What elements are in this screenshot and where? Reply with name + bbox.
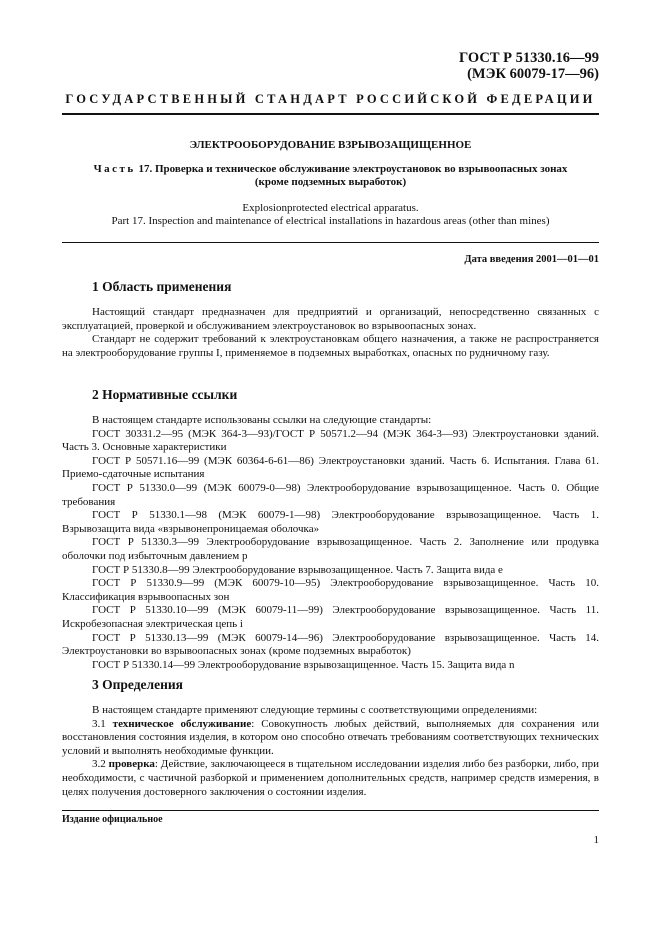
reference-item: ГОСТ Р 51330.14—99 Электрооборудование взрывозащищенное. Часть 15. Защита вида n [92,658,515,671]
standard-code-gost: ГОСТ Р 51330.16—99 [459,50,599,66]
section-3-body [62,704,599,799]
part-title-line2: (кроме подземных выработок) [254,176,407,188]
official-edition-label: Издание официальное [62,814,163,825]
part-title [62,163,599,189]
definition-number: 3.1 [92,717,106,730]
part-word: Часть [93,163,136,175]
section-1-heading: 1 Область применения [92,279,232,294]
english-title-line1: Explosionprotected electrical apparatus. [242,202,419,214]
section-1-paragraph-1: Настоящий стандарт предназначен для предприятий и организаций, непосредственно связанных с эксплуатацией, проверкой и обслуживанием электроустановок во взрывоопасных зонах. [62,306,599,332]
header-rule [62,113,599,115]
reference-item: ГОСТ Р 51330.13—99 (МЭК 60079-14—96) Электрооборудование взрывозащищенное. Часть 14. Электроустановки во взрывоопасных зонах (кроме подземных выработок) [62,631,599,658]
footer-rule [62,810,599,811]
introduction-date: Дата введения 2001—01—01 [464,254,599,265]
section-1-paragraph-2: Стандарт не содержит требований к электроустановкам общего назначения, а также не распространяется на электрооборудование группы I, применяемое в подземных выработках, опасных по рудничному газу. [62,333,599,359]
reference-item: ГОСТ Р 51330.9—99 (МЭК 60079-10—95) Электрооборудование взрывозащищенное. Часть 10. Классификация взрывоопасных зон [62,577,599,603]
definition-term: техническое обслуживание [112,717,252,730]
english-title-line2: Part 17. Inspection and maintenance of electrical installations in hazardous areas (other than mines) [111,215,550,227]
reference-item: ГОСТ Р 51330.10—99 (МЭК 60079-11—99) Электрооборудование взрывозащищенное. Часть 11. Искробезопасная электрическая цепь i [62,604,599,630]
section-2-heading: 2 Нормативные ссылки [92,387,238,402]
state-standard-title: ГОСУДАРСТВЕННЫЙ СТАНДАРТ РОССИЙСКОЙ ФЕДЕРАЦИИ [65,92,596,106]
definition-text: : Действие, заключающееся в тщательном исследовании изделия либо без разборки, либо, при необходимости, с частичной разборкой и применением дополнительных средств, например средств измерения, в целях получения достоверного заключения о состоянии изделия. [62,758,600,798]
definition-3-1 [62,718,599,759]
definition-term: проверка [108,758,155,771]
section-1-body [62,306,599,360]
references-intro: В настоящем стандарте использованы ссылки на следующие стандарты: [92,414,432,426]
title-rule [62,242,599,243]
english-title [62,202,599,228]
document-title: ЭЛЕКТРООБОРУДОВАНИЕ ВЗРЫВОЗАЩИЩЕННОЕ [189,139,472,151]
definitions-intro: В настоящем стандарте применяют следующие термины с соответствующими определениями: [92,704,538,716]
reference-item: ГОСТ Р 51330.3—99 Электрооборудование взрывозащищенное. Часть 2. Заполнение или продувка оболочки под избыточным давлением p [62,536,599,562]
reference-item: ГОСТ Р 50571.16—99 (МЭК 60364-6-61—86) Электроустановки зданий. Часть 6. Испытания. Глава 61. Приемо-сдаточные испытания [62,454,599,481]
standard-code-iec: (МЭК 60079-17—96) [467,66,599,82]
reference-item: ГОСТ Р 51330.8—99 Электрооборудование взрывозащищенное. Часть 7. Защита вида e [92,563,503,576]
page-number: 1 [593,834,599,846]
definition-number: 3.2 [92,758,106,771]
definition-text: : Совокупность любых действий, выполняемых для сохранения или восстановления состояния изделия, в котором оно способно отвечать требованиям соответствующих технических условий и выполнять необходимые функции. [62,717,600,757]
section-3-heading: 3 Определения [92,677,183,692]
standard-code [459,50,599,82]
reference-item: ГОСТ Р 51330.0—99 (МЭК 60079-0—98) Электрооборудование взрывозащищенное. Часть 0. Общие требования [62,481,599,508]
definition-3-2 [62,758,599,799]
section-2-body [62,414,599,672]
part-title-line1: 17. Проверка и техническое обслуживание электроустановок во взрывоопасных зонах [138,163,568,175]
reference-item: ГОСТ Р 51330.1—98 (МЭК 60079-1—98) Электрооборудование взрывозащищенное. Часть 1. Взрывозащита вида «взрывонепроницаемая оболочка» [62,509,599,535]
reference-item: ГОСТ 30331.2—95 (МЭК 364-3—93)/ГОСТ Р 50571.2—94 (МЭК 364-3—93) Электроустановки зданий. Часть 3. Основные характеристики [62,427,599,454]
